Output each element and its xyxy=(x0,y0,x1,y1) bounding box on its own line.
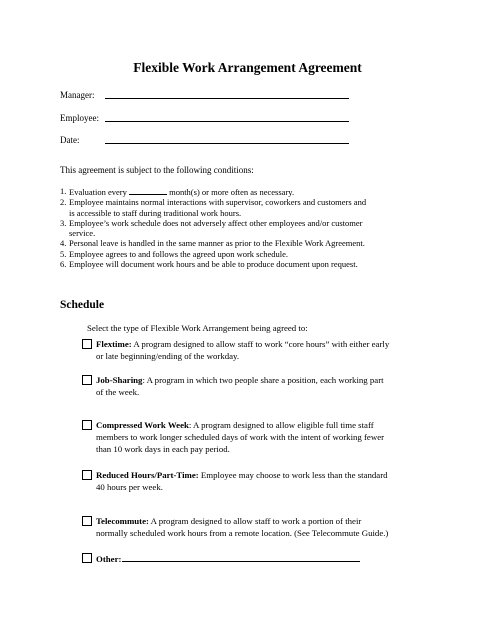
employee-label: Employee: xyxy=(60,113,99,123)
option-label: Reduced Hours/Part-Time: xyxy=(96,470,199,480)
option-text-cont: or late beginning/ending of the workday. xyxy=(96,351,240,361)
option-text: A program designed to allow staff to work a portion of their xyxy=(148,516,362,526)
condition-text-cont: service. xyxy=(69,228,96,239)
condition-item xyxy=(60,218,440,239)
option-text: Employee may choose to work less than the standard xyxy=(198,470,388,480)
condition-text: Employee agrees to and follows the agreed upon work schedule. xyxy=(69,248,289,259)
condition-text: Employee maintains normal interactions with supervisor, coworkers and customers and xyxy=(69,197,367,208)
job-sharing-checkbox[interactable] xyxy=(82,375,92,385)
schedule-heading: Schedule xyxy=(60,299,105,311)
condition-text: Personal leave is handled in the same manner as prior to the Flexible Work Agreement. xyxy=(69,238,365,249)
option-flextime xyxy=(82,338,442,362)
reduced-hours-checkbox[interactable] xyxy=(82,470,92,480)
evaluation-blank[interactable] xyxy=(129,186,167,195)
option-label: Telecommute: xyxy=(96,516,149,526)
condition-number: 1. xyxy=(60,186,67,196)
option-reduced-hours xyxy=(82,469,442,493)
option-other xyxy=(82,552,442,565)
option-text-cont: than 10 work days in each pay period. xyxy=(96,444,230,454)
manager-label: Manager: xyxy=(60,90,95,100)
option-label: Other: xyxy=(96,554,122,564)
condition-number: 3. xyxy=(60,217,67,228)
condition-text: Employee will document work hours and be able to produce document upon request. xyxy=(69,259,358,270)
option-compressed-work-week xyxy=(82,419,442,455)
option-telecommute xyxy=(82,515,442,539)
condition-item xyxy=(60,197,440,218)
flextime-checkbox[interactable] xyxy=(82,339,92,349)
condition-number: 2. xyxy=(60,197,67,208)
option-label: Compressed Work Week xyxy=(96,420,189,430)
condition-text: Evaluation every xyxy=(69,187,127,197)
condition-item xyxy=(60,238,440,248)
condition-text: Employee’s work schedule does not adversely affect other employees and/or customer xyxy=(69,217,363,228)
option-job-sharing xyxy=(82,374,442,398)
option-label: Flextime: xyxy=(96,339,132,349)
employee-field[interactable] xyxy=(105,121,349,122)
manager-field[interactable] xyxy=(105,98,349,99)
date-label: Date: xyxy=(60,135,80,145)
schedule-instructions: Select the type of Flexible Work Arrangement being agreed to: xyxy=(87,323,308,333)
conditions-intro: This agreement is subject to the following conditions: xyxy=(60,165,254,175)
condition-text: month(s) or more often as necessary. xyxy=(169,187,295,197)
option-text-cont: normally scheduled work hours from a remote location. (See Telecommute Guide.) xyxy=(96,528,389,538)
condition-number: 6. xyxy=(60,259,67,270)
option-text: : A program designed to allow eligible full time staff xyxy=(188,420,374,430)
option-text: : A program in which two people share a position, each working part xyxy=(142,375,384,385)
option-text-cont: members to work longer scheduled days of work with the intent of working fewer xyxy=(96,432,385,442)
condition-number: 4. xyxy=(60,238,67,249)
option-text-cont: of the week. xyxy=(96,387,140,397)
telecommute-checkbox[interactable] xyxy=(82,516,92,526)
date-field[interactable] xyxy=(105,143,349,144)
condition-item xyxy=(60,249,440,259)
option-label: Job-Sharing xyxy=(96,375,143,385)
condition-text-cont: is accessible to staff during traditional work hours. xyxy=(69,207,242,218)
other-checkbox[interactable] xyxy=(82,553,92,563)
condition-number: 5. xyxy=(60,248,67,259)
condition-item xyxy=(60,186,440,197)
option-text: A program designed to allow staff to work “core hours” with either early xyxy=(131,339,390,349)
condition-item xyxy=(60,259,440,269)
document-title: Flexible Work Arrangement Agreement xyxy=(133,60,362,75)
option-text-cont: 40 hours per week. xyxy=(96,482,163,492)
other-field[interactable] xyxy=(122,552,360,562)
compressed-work-week-checkbox[interactable] xyxy=(82,420,92,430)
conditions-list xyxy=(60,186,440,269)
